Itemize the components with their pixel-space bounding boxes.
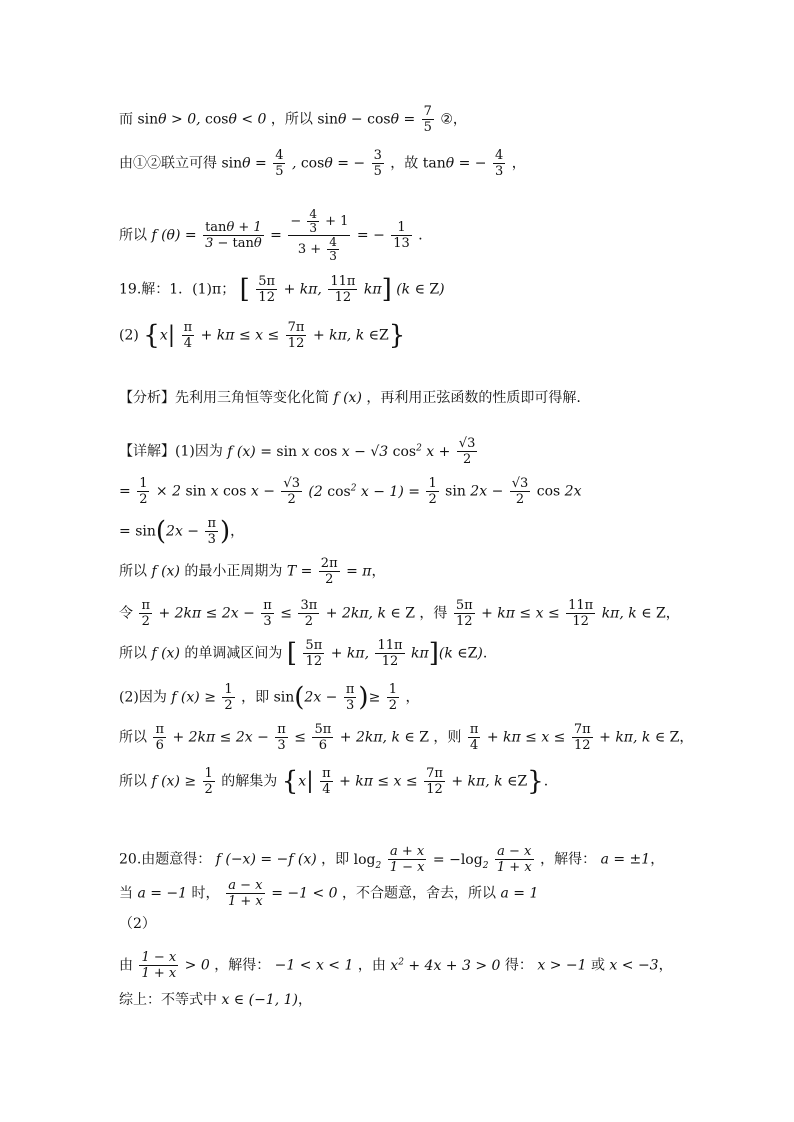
fraction: $\frac{11\pi}{12}$ — [330, 274, 356, 305]
line-7: 【详解】(1)因为 f (x) = sin x cos x − √3 $\cos^2 x$ + $\frac{√3}{2}$ — [119, 436, 476, 467]
line-12: 所以 f (x) 的单调减区间为 [ $\frac{5\pi}{12}$ + kπ, $\frac{11\pi}{12}$ kπ](k ∈Z). — [119, 638, 488, 669]
line-3: 所以 f (θ) = $\frac{\tan\theta + 1}{3 - \tan\theta}$ = − $\frac{4}{3}$ + 1 3 + $\frac{4}{3}$ = − $\frac{1}{13}$ ． — [119, 207, 433, 263]
text: 的解集为 — [221, 773, 278, 790]
formula: sinθ − cosθ = — [317, 111, 416, 128]
fraction: $\frac{√3}{2}$ — [458, 436, 476, 467]
text: 由 — [119, 957, 133, 974]
text: ，由 — [357, 957, 386, 974]
text: ， — [511, 155, 526, 172]
text: 【详解】(1)因为 — [119, 443, 223, 460]
text: 的最小正周期为 — [184, 563, 283, 580]
text: ， — [405, 689, 420, 706]
text: 令 — [119, 605, 133, 622]
line-1 — [119, 104, 467, 135]
formula: tanθ = − — [422, 155, 487, 172]
text: ，则 — [433, 729, 462, 746]
line-2 — [119, 148, 526, 179]
text: 【分析】先利用三角恒等变化化简 — [119, 390, 329, 406]
text: 所以 — [119, 227, 147, 244]
line-19: 由 $\frac{1 - x}{1 + x}$ > 0 ，解得： −1 < x < 1 ，由 $x^2 + 4x + 3 > 0$ 得： x > −1 或 x < −3， — [119, 950, 673, 981]
formula: f (θ) = — [151, 227, 197, 244]
line-5: (2) {x| $\frac{\pi}{4}$ + kπ ≤ x ≤ $\frac{7\pi}{12}$ + kπ, k ∈Z} — [119, 320, 406, 351]
line-15: 所以 f (x) ≥ $\frac{1}{2}$ 的解集为 {x| $\frac{\pi}{4}$ + kπ ≤ x ≤ $\frac{7\pi}{12}$ + kπ, k ∈Z}. — [119, 766, 549, 797]
fraction: $\frac{1}{13}$ — [393, 220, 410, 251]
text: ． — [418, 227, 433, 244]
line-16: 20.由题意得： f (−x) = −f (x) ，即 $\log_2$ $\frac{a + x}{1 - x}$ = $-\log_2$ $\frac{a - x}{1 + x}$ ，解得： a = ±1， — [119, 844, 665, 875]
text: 由①②联立可得 — [119, 155, 217, 172]
fraction: $\frac{3}{5}$ — [373, 148, 382, 179]
text: 所以 — [119, 645, 147, 662]
line-6: 【分析】先利用三角恒等变化化简 f (x) ，再利用正弦函数的性质即可得解. — [119, 390, 581, 406]
text: 得： — [504, 957, 533, 974]
formula: sinθ = — [221, 155, 267, 172]
text: (2) — [119, 327, 139, 344]
text: ，即 — [321, 851, 350, 868]
text: ，即 — [241, 689, 270, 706]
text: ，故 — [390, 155, 419, 172]
fraction: $\frac{\pi}{4}$ — [183, 320, 193, 351]
fraction: $\frac{7\pi}{12}$ — [287, 320, 305, 351]
text: 19.解：1．(1)π； — [119, 281, 236, 298]
text: 的单调减区间为 — [184, 645, 283, 662]
text: 所以 — [119, 563, 147, 580]
text: 综上：不等式中 — [119, 992, 217, 1008]
line-13: (2)因为 f (x) ≥ $\frac{1}{2}$ ，即 sin(2x − $\frac{\pi}{3}$ )≥ $\frac{1}{2}$ ， — [119, 682, 420, 713]
line-18 — [119, 914, 156, 934]
fraction: $\frac{\tan\theta + 1}{3 - \tan\theta}$ — [205, 220, 262, 251]
fraction: $\frac{4}{5}$ — [275, 148, 284, 179]
text: ，得 — [419, 605, 448, 622]
fraction: − $\frac{4}{3}$ + 1 3 + $\frac{4}{3}$ — [290, 207, 349, 263]
line-9: = sin(2x − $\frac{\pi}{3}$ )， — [119, 516, 245, 547]
text: 而 — [119, 111, 133, 128]
text: 所以 — [119, 729, 147, 746]
text: ，解得： — [214, 957, 271, 974]
fraction: $\frac{7}{5}$ — [423, 104, 432, 135]
line-14: 所以 $\frac{\pi}{6}$ + 2kπ ≤ 2x − $\frac{\pi}{3}$ ≤ $\frac{5\pi}{6}$ + 2kπ, k ∈ Z ，则 $\frac{\pi}{4}$ + kπ ≤ x ≤ $\frac{7\pi}{12}$ + kπ, k ∈ Z， — [119, 722, 694, 753]
fraction: $\frac{4}{3}$ — [495, 148, 504, 179]
formula: , cosθ = − — [291, 155, 366, 172]
text: 当 — [119, 885, 133, 902]
line-20: 综上：不等式中 x ∈ (−1, 1)， — [119, 992, 312, 1008]
line-11: 令 $\frac{\pi}{2}$ + 2kπ ≤ 2x − $\frac{\pi}{3}$ ≤ $\frac{3\pi}{2}$ + 2kπ, k ∈ Z ，得 $\frac{5\pi}{12}$ + kπ ≤ x ≤ $\frac{11\pi}{12}$ kπ, k ∈ Z， — [119, 598, 680, 629]
text: (2)因为 — [119, 689, 167, 706]
text: 或 — [590, 957, 605, 974]
text: ，所以 — [270, 111, 313, 128]
text: 时， — [191, 885, 220, 902]
line-8: = $\frac{1}{2}$ × 2 sin x cos x − $\frac{√3}{2}$ (2 $\cos^2 x - 1$) = $\frac{1}{2}$ sin 2x − $\frac{√3}{2}$ cos 2x — [119, 476, 582, 507]
text: （2） — [119, 916, 156, 932]
line-10: 所以 f (x) 的最小正周期为 T = $\frac{2\pi}{2}$ = π， — [119, 556, 386, 587]
text: ，再利用正弦函数的性质即可得解. — [366, 390, 581, 406]
fraction: $\frac{5\pi}{12}$ — [258, 274, 276, 305]
formula: sinθ > 0, cosθ < 0 — [137, 111, 267, 128]
text: ，解得： — [540, 851, 597, 868]
text: ②， — [440, 111, 467, 128]
line-17: 当 a = −1 时， $\frac{a - x}{1 + x}$ = −1 < 0 ，不合题意，舍去，所以 a = 1 — [119, 878, 539, 909]
text: 20.由题意得： — [119, 851, 212, 868]
line-4: 19.解：1．(1)π； [ $\frac{5\pi}{12}$ + kπ, $\frac{11\pi}{12}$ kπ] (k ∈ Z) — [119, 274, 445, 305]
text: 所以 — [119, 773, 147, 790]
text: ，不合题意，舍去，所以 — [342, 885, 497, 902]
